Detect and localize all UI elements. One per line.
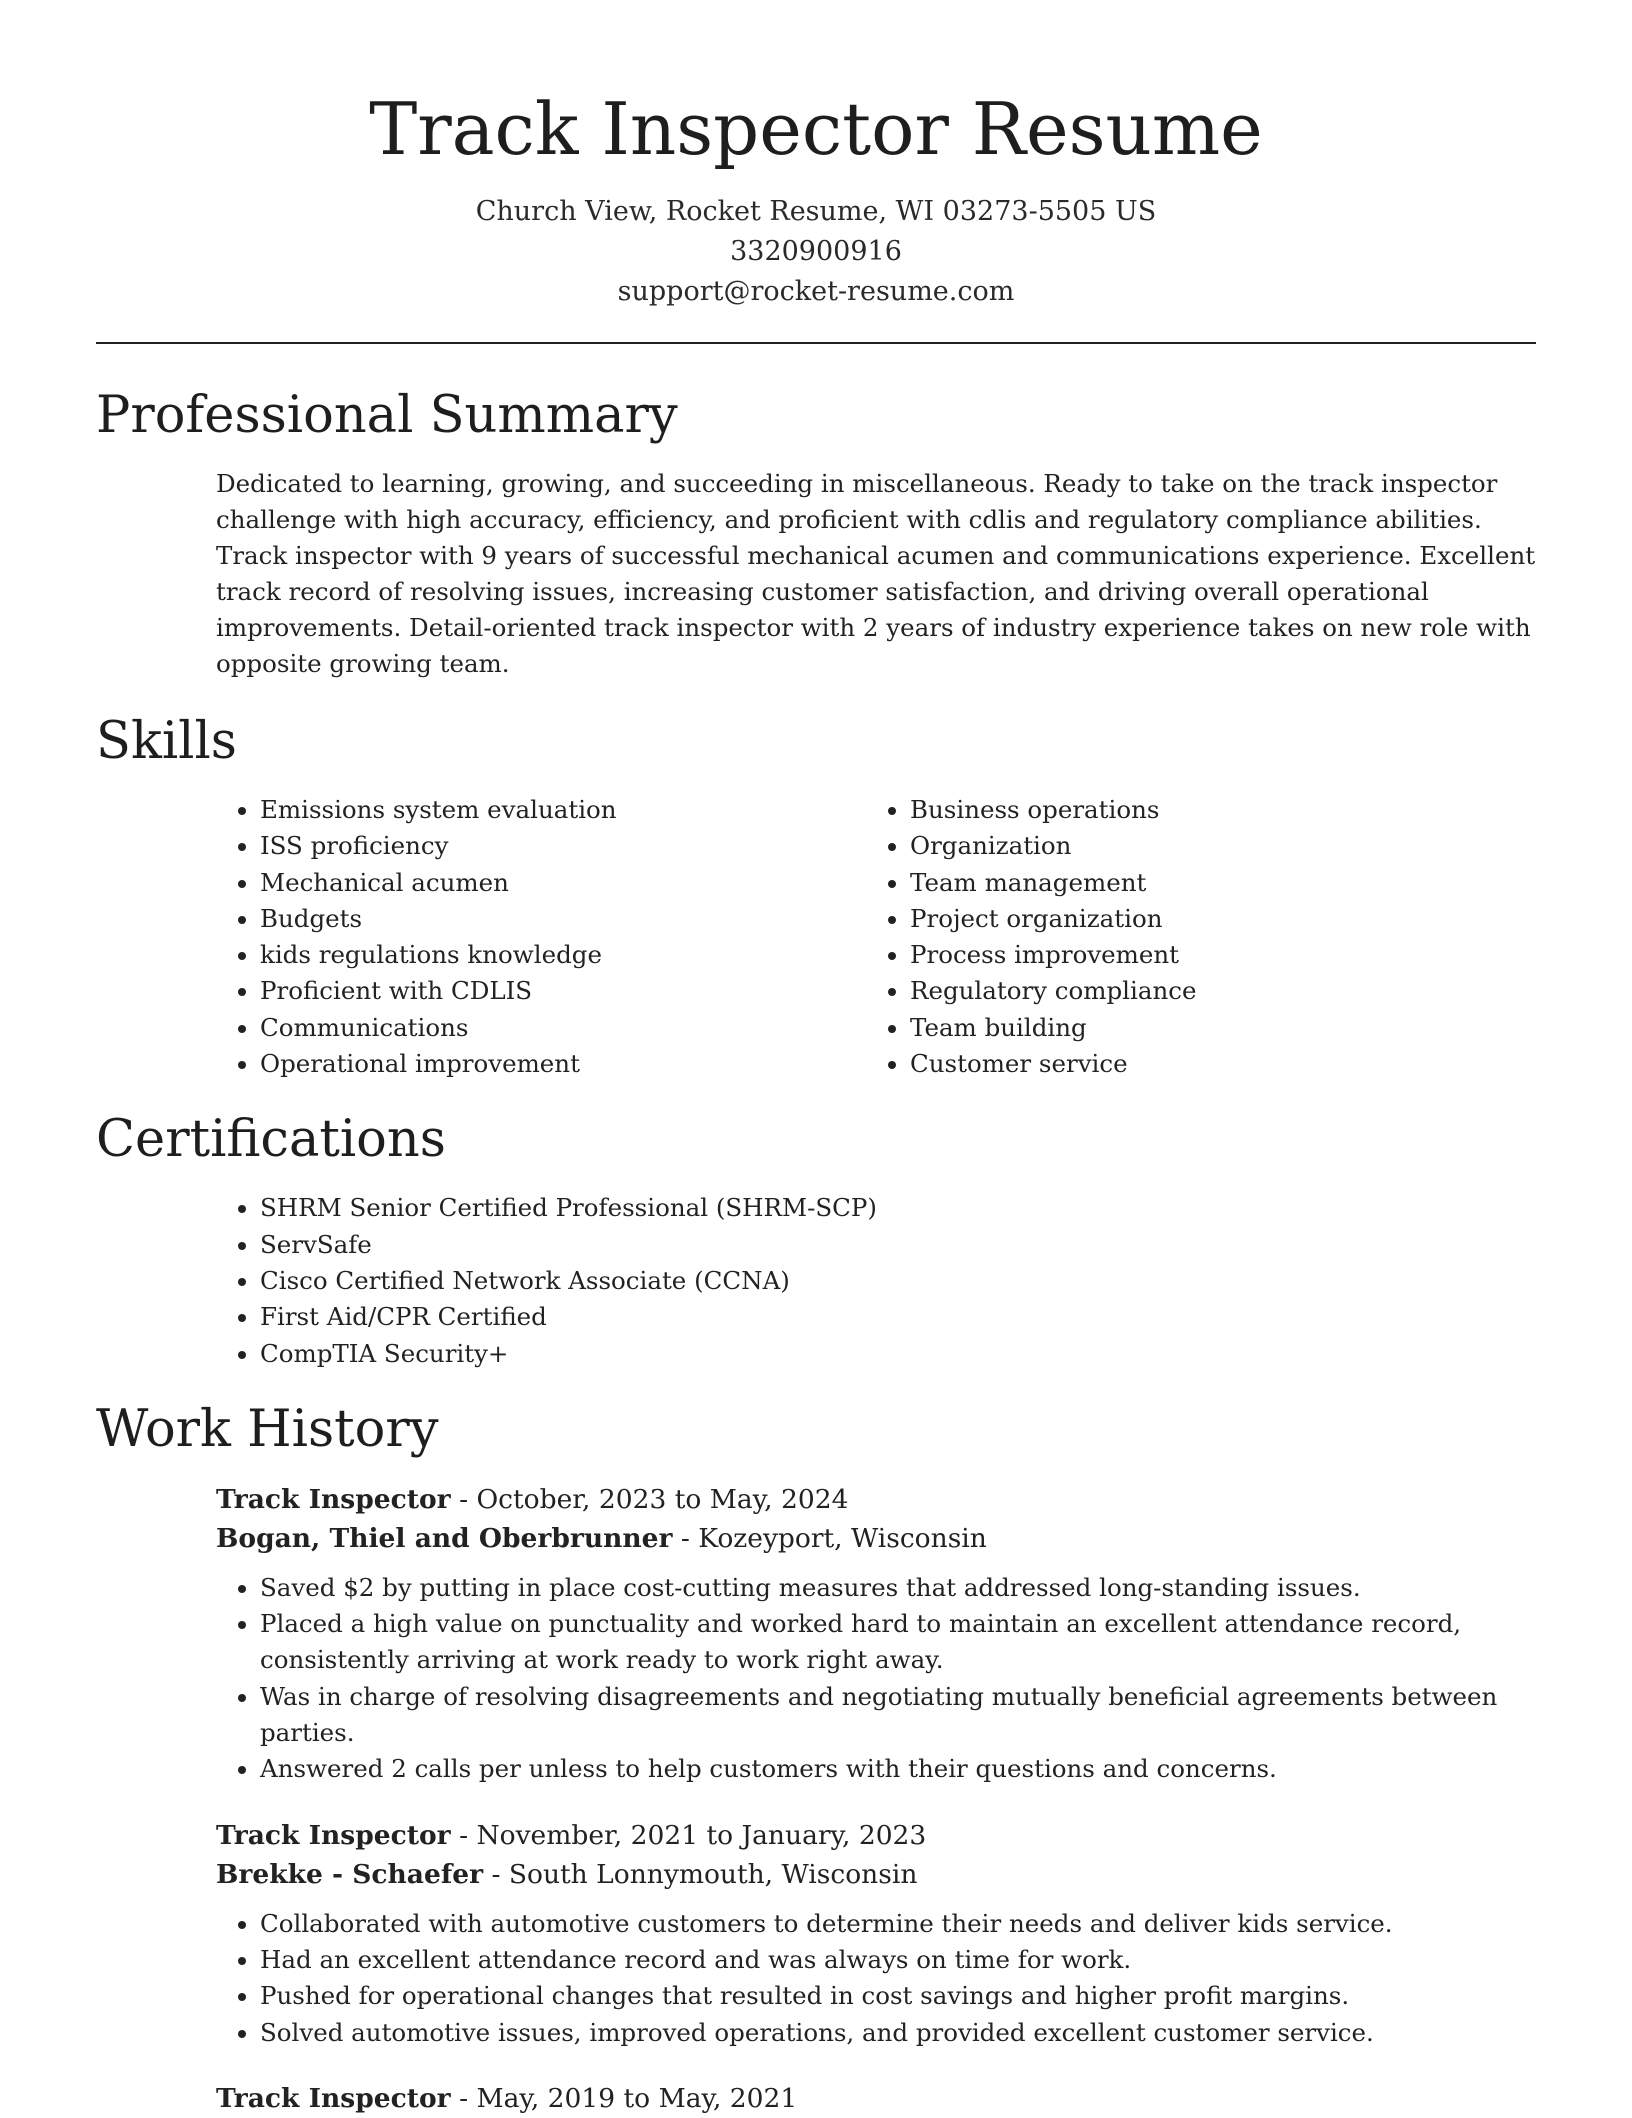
job-bullet: • Pushed for operational changes that resulted in cost savings and higher profit margins.: [260, 1978, 1536, 2014]
summary-section: [216, 466, 1536, 682]
resume-header: [0, 0, 1632, 312]
contact-block: [0, 192, 1632, 312]
certification-item: • Cisco Certified Network Associate (CCNA): [260, 1263, 1536, 1299]
certification-item: • SHRM Senior Certified Professional (SHRM-SCP): [260, 1190, 1536, 1226]
resume-content: [96, 380, 1536, 2118]
skill-item: • Team building: [910, 1010, 1516, 1046]
job-company: Bogan, Thiel and Oberbrunner: [216, 1522, 673, 1554]
skill-item: • Customer service: [910, 1046, 1516, 1082]
skill-item: • Business operations: [910, 792, 1516, 828]
summary-text: Dedicated to learning, growing, and succeeding in miscellaneous. Ready to take on the track inspector challenge with high accuracy, efficiency, and proficient with cdlis and regulatory compliance abilities. Track inspector with 9 years of successful mechanical acumen and communications experience. Excellent track record of resolving issues, increasing customer satisfaction, and driving overall operational improvements. Detail-oriented track inspector with 2 years of industry experience takes on new role with opposite growing team.: [216, 469, 1536, 678]
job-bullet: • Solved automotive issues, improved operations, and provided excellent customer service.: [260, 2015, 1536, 2051]
job-bullet: • Saved $2 by putting in place cost-cutting measures that addressed long-standing issues.: [260, 1570, 1536, 1606]
contact-email: support@rocket-resume.com: [617, 276, 1015, 307]
job-bullet: • Placed a high value on punctuality and worked hard to maintain an excellent attendance record, consistently arriving at work ready to work right away.: [260, 1606, 1536, 1679]
job-dates: - November, 2021 to January, 2023: [450, 1819, 927, 1851]
skills-list-right: [866, 792, 1516, 1082]
certification-item: • ServSafe: [260, 1227, 1536, 1263]
job-title: Track Inspector: [216, 1819, 451, 1851]
skill-item: • Process improvement: [910, 937, 1516, 973]
job-bullet: • Collaborated with automotive customers to determine their needs and deliver kids service.: [260, 1906, 1536, 1942]
job-bullet: • Had an excellent attendance record and was always on time for work.: [260, 1942, 1536, 1978]
job-entry: [216, 1480, 1536, 1788]
job-title: Track Inspector: [216, 1483, 451, 1515]
certification-item: • CompTIA Security+: [260, 1336, 1536, 1372]
job-entry: [216, 1816, 1536, 2051]
skills-grid: [216, 792, 1536, 1082]
job-title-line: [216, 1816, 1536, 1855]
work-history-heading: Work History: [96, 1399, 439, 1459]
skill-item: • Operational improvement: [260, 1046, 866, 1082]
skill-item: • Communications: [260, 1010, 866, 1046]
contact-address: Church View, Rocket Resume, WI 03273-5505 US: [475, 196, 1157, 227]
job-dates: - October, 2023 to May, 2024: [450, 1483, 849, 1515]
certifications-heading: Certifications: [96, 1110, 446, 1170]
job-dates: - May, 2019 to May, 2021: [450, 2082, 798, 2114]
job-location: - Kozeyport, Wisconsin: [672, 1522, 987, 1554]
job-bullet: • Answered 2 calls per unless to help customers with their questions and concerns.: [260, 1751, 1536, 1787]
skill-item: • Organization: [910, 828, 1516, 864]
work-history-section: [216, 1480, 1536, 2118]
skill-item: • Mechanical acumen: [260, 865, 866, 901]
job-bullets: [216, 1570, 1536, 1788]
skill-item: • Budgets: [260, 901, 866, 937]
summary-heading: Professional Summary: [96, 386, 678, 445]
certifications-section: [216, 1190, 1536, 1371]
skill-item: • Regulatory compliance: [910, 973, 1516, 1009]
skill-item: • Emissions system evaluation: [260, 792, 866, 828]
job-bullet: • Was in charge of resolving disagreements and negotiating mutually beneficial agreements between parties.: [260, 1679, 1536, 1752]
skills-column-right: [866, 792, 1516, 1082]
skill-item: • Proficient with CDLIS: [260, 973, 866, 1009]
skills-section: [216, 792, 1536, 1082]
job-company: Brekke - Schaefer: [216, 1858, 484, 1890]
job-bullets: [216, 1906, 1536, 2051]
skills-column-left: [216, 792, 866, 1082]
job-title: Track Inspector: [216, 2082, 451, 2114]
skills-heading: Skills: [96, 712, 237, 771]
skill-item: • ISS proficiency: [260, 828, 866, 864]
skills-list-left: [216, 792, 866, 1082]
certification-item: • First Aid/CPR Certified: [260, 1299, 1536, 1335]
job-location: - South Lonnymouth, Wisconsin: [483, 1858, 918, 1890]
skill-item: • Team management: [910, 865, 1516, 901]
job-title-line: [216, 1480, 1536, 1519]
contact-phone: 3320900916: [730, 236, 902, 267]
job-company-line: [216, 1855, 1536, 1894]
certifications-list: [216, 1190, 1536, 1371]
header-divider: [96, 342, 1536, 344]
job-company-line: [216, 1519, 1536, 1558]
skill-item: • Project organization: [910, 901, 1516, 937]
resume-title: Track Inspector Resume: [369, 87, 1263, 171]
skill-item: • kids regulations knowledge: [260, 937, 866, 973]
